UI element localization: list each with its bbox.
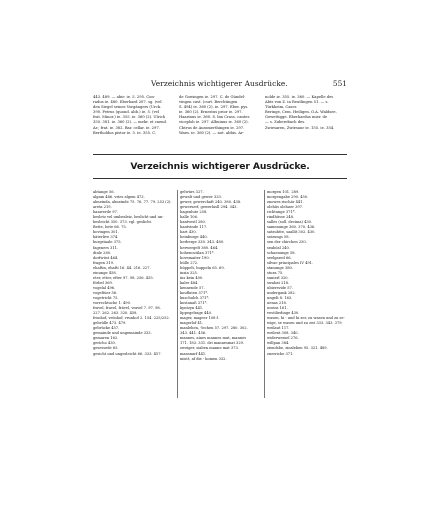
glossary-entry: gesessede 65. (93, 346, 119, 351)
glossary-entry: fronhof, vrönhof, vrunhof 2. 154. 225/252. (93, 316, 170, 321)
glossary-entry: 343. 441. 456. (180, 331, 207, 336)
glossary-entry: heinburge 440. (180, 235, 208, 240)
section-title: Verzeichnis wichtigerer Ausdrücke. (130, 161, 310, 172)
glossary-entry: hohencutilan 371*. (180, 250, 215, 255)
glossary-entry: manlehen, -lechen 57. 297. 280. 302. (180, 326, 248, 331)
text-line: Beringe, Cem. Heiligen, O.A. Waldsee, (265, 110, 337, 115)
glossary-entry: abtange 56. (93, 190, 115, 194)
glossary-entry: fravel, fravel, frävel, vravel 7. 97. 98. (93, 306, 161, 311)
glossary-entry: burgstaale 375. (93, 240, 122, 245)
glossary-entry: 227. 262. 263. 320. 458. (93, 311, 138, 316)
glossary-entry: hart 430. (180, 230, 197, 235)
glossary-entry: Bette, bete 66. 75. (93, 225, 127, 230)
glossary-entry: schaenunge 58. (267, 250, 296, 255)
glossary-entry: richtunge 371*. (267, 210, 296, 215)
text-line: Türkheim, Caser. (265, 105, 298, 110)
glossary-entry: salles (soll. decima) 430. (267, 220, 313, 225)
glossary-entry: lippegelrage 440. (180, 311, 213, 316)
glossary-entry: olehüs olehuer 397. (267, 205, 304, 210)
continued-text-column-1 (93, 95, 172, 136)
glossary-entry: förbel 369. (93, 280, 113, 285)
glossary-entry: algam 486. vries algem 473. (93, 195, 145, 200)
glossary-entry: ehaftin, ehafti 16. 44. 216. 227. (93, 265, 151, 270)
glossary-entry: herwergelt 380. 464. (180, 245, 219, 250)
glossary-entry: vogeltüer 56. (93, 290, 118, 295)
glossary-entry: morgen 101. 289. (267, 190, 300, 194)
page-number: 551 (332, 79, 347, 88)
glossary-entry: halle 106. (180, 215, 199, 220)
glossary-entry: besletz vel umbesleiz, beslicht und un- (93, 215, 164, 220)
glossary-entry: einunge 458. (93, 270, 117, 275)
glossary-entry: ziendsbe, zinslehen 95. 321. 489. (267, 346, 328, 351)
glossary-entry: sen der chirchen 250. (267, 240, 307, 245)
glossary-entry: seelgared 66. (267, 255, 292, 260)
glossary-entry: gewer, gewerchaft 240. 380. 438. (180, 200, 242, 205)
glossary-index (93, 190, 347, 420)
text-line: viceplob ie. 297. Albuinus ie. 360 (2). (179, 120, 249, 125)
glossary-entry: ins kein 400. (180, 275, 204, 280)
glossary-entry: gewerserf, gewerlasll 294. 343. (180, 205, 238, 210)
glossary-entry: gebrücke 457. (93, 326, 120, 331)
text-line: den Siegel seines Vorgängers (Urck. (93, 105, 162, 110)
glossary-entry: mansnarf 441. (180, 351, 207, 356)
glossary-entry: wige, se wasen und zu zwi 333. 343. 379. (267, 321, 343, 326)
glossary-entry: stura 75. (267, 270, 284, 275)
text-line: radus ie. 480. Eberhard 207. sg. (vel (93, 100, 162, 105)
glossary-entry: kuschulch 371*. (180, 295, 210, 300)
glossary-entry: zuerriche 371. (267, 351, 294, 356)
text-line: Abts von Z. in Reutlingen 51. — s. (265, 100, 329, 105)
glossary-entry: weilaut 117. (267, 326, 290, 331)
text-line: Haarinus ie. 360. S. bm Crass. canter. (179, 115, 250, 120)
continued-text-column-3 (265, 95, 344, 131)
section-divider-rule (93, 154, 347, 155)
glossary-entry: hantvinde 117. (180, 225, 208, 230)
glossary-entry: rindhüsse 248. (267, 215, 295, 220)
glossary-entry: uroins 161. (267, 306, 288, 311)
glossary-column-3 (267, 190, 347, 357)
glossary-entry: besleicht 350. 373. vgl. geslicht. (93, 220, 153, 225)
glossary-entry: gewalt und gewer 333. (180, 195, 222, 200)
glossary-entry: swabat 218. (267, 280, 290, 285)
glossary-entry: gesicht und ungesleicht 66. 333. 457. (93, 351, 162, 356)
text-line: vingen cust. (curt. Berchtingen (179, 100, 238, 105)
glossary-entry: gelwürs 327. (180, 190, 204, 194)
glossary-entry: gericho 430. (93, 341, 116, 346)
glossary-entry: ungelt 8. 163. (267, 295, 293, 300)
text-line: de Gowingen ie. 297. C. de Gündel- (179, 95, 246, 99)
glossary-entry: hagenlute 258. (180, 210, 208, 215)
glossary-entry: fragen 319. (93, 260, 115, 265)
glossary-entry: znowes rischär 441. (267, 200, 304, 205)
text-line: Bertholdus pistor ie. 5. ie. 355. C. (93, 130, 157, 135)
glossary-entry: vogetricht 75. (93, 295, 119, 300)
glossary-entry: kennende 57. (180, 285, 205, 290)
text-line: Warn. ie. 360 (2). — not. abbis. Ar- (179, 130, 244, 135)
glossary-entry: mistt, af die - komen 332. (180, 356, 227, 361)
glossary-entry: seahüsl 240. (267, 245, 290, 250)
glossary-entry: 171. 183. 331. dri mannesmat 329. (180, 341, 245, 346)
glossary-entry: hüppelt, huppeln 65. 69. (180, 265, 225, 270)
glossary-entry: samenunge 360. 370. 436. (267, 225, 316, 230)
glossary-entry: silvae principales IV 491. (267, 260, 314, 265)
glossary-entry: fageners 311. (93, 245, 119, 250)
glossary-entry: eter, etter, efter 97. 98. 256. 455. (93, 275, 154, 280)
continued-index-text (93, 95, 347, 155)
glossary-entry: gemainde und ungemainde 333. (93, 331, 152, 336)
glossary-entry: koufluten 371*. (180, 290, 209, 295)
glossary-entry: dinle 280. (93, 250, 112, 255)
glossary-entry: sumerl 320. (267, 275, 289, 280)
glossary-entry: seizungs 58. (267, 235, 290, 240)
glossary-entry: vorrechtuche 1. 490. (93, 301, 132, 306)
glossary-entry: almeinda, almeinde 75. 76. 77. 79. 253 (2). (93, 200, 172, 205)
glossary-entry: widerwessel 276. (267, 336, 299, 341)
glossary-entry: satzuhtte, saallit 302. 430. (267, 230, 316, 235)
text-line: 443. 489. — abir: ie. 5. 295. Con- (93, 95, 155, 99)
column-separator (264, 190, 265, 398)
glossary-entry: dorfwüst 464. (93, 255, 119, 260)
glossary-entry: undergank 282. (267, 290, 296, 295)
glossary-column-2 (180, 190, 260, 362)
text-line: — s. Zuberebach des. (265, 120, 306, 125)
title-underline-rule (93, 178, 347, 179)
text-line: ie. 360 (2). Ernestus prior ie. 297. (179, 110, 243, 115)
text-line: frat. Minor.) ie. 355. ie. 360 (2). Ulrich (93, 115, 166, 120)
glossary-entry: bäterlive 374. (93, 235, 119, 240)
text-line: S. 494) ie. 360 (2). ie. 297. Eber. pys. (179, 105, 249, 110)
glossary-entry: ubiersvide 57. (267, 285, 293, 290)
glossary-entry: wasen, hi - und hi zer, zu wasen und zu se- (267, 316, 345, 321)
glossary-entry: banwerde 97. (93, 210, 118, 215)
glossary-entry: mannes, aines mannes mut, mannes (180, 336, 247, 341)
text-line: Ar.; frat. ie. 382. Bar. cellar. ie. 297. (93, 125, 160, 130)
glossary-column-1 (93, 190, 173, 357)
glossary-entry: kostanaß 371*. (180, 301, 208, 306)
glossary-entry: areta 219. (93, 205, 112, 210)
glossary-entry: willpan 384. (267, 341, 290, 346)
text-line: Zwiesaren, Zwiesaur ie. 155. ie. 354. (265, 125, 335, 130)
glossary-entry: kalre 484. (180, 280, 199, 285)
running-head-title: Verzeichnis wichtigerer Ausdrücke. (151, 79, 288, 88)
text-line: 390. Petrus (quond. abb.) ie. 5. (vel (93, 110, 160, 115)
glossary-entry: gemaren 162. (93, 336, 119, 341)
glossary-entry: zweiger, siaben manne mat 373. (180, 346, 239, 351)
text-line: 355. 381. ie. 360 (2). — mehr. et caend. (93, 120, 168, 125)
glossary-entry: bovingen 301. (93, 230, 119, 235)
glossary-entry: gebrülle 473. 479. (93, 321, 127, 326)
glossary-entry: kyntzyn 441. (180, 306, 204, 311)
glossary-entry: weilent 308. 340. (267, 331, 299, 336)
glossary-entry: mager, mageer 108 f. (180, 316, 219, 321)
glossary-entry: vogelal 496. (93, 285, 116, 290)
glossary-entry: uenas 218. (267, 301, 287, 306)
glossary-entry: vestiliedinge 430. (267, 311, 300, 316)
glossary-entry: hülle 272. (180, 260, 199, 265)
glossary-entry: magerlof 41. (180, 321, 204, 326)
text-line: Chtrus de Aussmerthingen ie. 297. (179, 125, 245, 130)
continued-text-column-2 (179, 95, 258, 136)
glossary-entry: herberge 338. 343. 480. (180, 240, 225, 245)
text-line: Gewettigge. Eberhardus mier. de (265, 115, 328, 120)
glossary-entry: hovemaiter 190. (180, 255, 210, 260)
glossary-entry: hantvestl 280. (180, 220, 206, 225)
glossary-entry: insin 325. (180, 270, 198, 275)
column-separator (177, 190, 178, 398)
text-line: nolde ie. 355. ie. 360. — Kapelle des (265, 95, 334, 99)
glossary-entry: morgengabe 290. 450. (267, 195, 309, 200)
glossary-entry: stanunge 380. (267, 265, 293, 270)
